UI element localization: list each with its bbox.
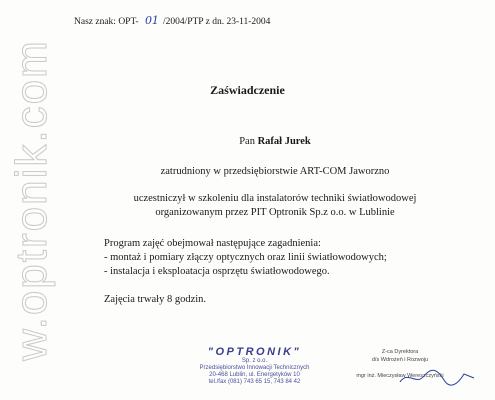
recipient-line [100,136,450,147]
signatory-stamp-line: Z-ca Dyrektora [381,349,419,355]
program-item: - montaż i pomiary złączy optycznych oraz linii światłowodowych; [104,252,387,263]
company-stamp [182,346,327,386]
signature-icon [398,366,478,388]
company-stamp-line: Sp. z o.o. [241,358,268,364]
program-intro: Program zajęć obejmował następujące zagadnienia: [104,238,321,249]
company-stamp-line: 20-468 Lublin, ul. Energetyków 10 [209,372,300,378]
training-line-2: organizowanym przez PIT Optronik Sp.z o.o. w Lublinie [155,207,395,218]
signatory-stamp-line: d/s Wdrożeń i Rozwoju [371,357,429,363]
company-logo-name: "OPTRONIK" [207,346,302,358]
ref-suffix: /2004/PTP z dn. 23-11-2004 [162,17,271,27]
duration-line: Zajęcia trwały 8 godzin. [104,294,207,305]
company-stamp-line: Przedsiębiorstwo Innowacji Technicznych [199,365,310,371]
document-title: Zaświadczenie [210,83,285,97]
program-item: - instalacja i eksploatacja osprzętu światłowodowego. [104,266,330,277]
company-stamp-line: tel./fax (081) 743 65 15, 743 84 42 [208,379,301,385]
reference-line [74,14,270,27]
employment-line: zatrudniony w przedsiębiorstwie ART-COM Jaworzno [160,166,390,177]
recipient-salutation: Pan [239,136,255,147]
watermark: w.optronik.com [7,39,56,361]
ref-handwritten-number: 01 [144,14,159,27]
signatory-stamp-line: mgr inż. Mieczysław Wereszczyński [356,373,444,379]
recipient-name: Rafał Jurek [257,136,311,147]
training-line-1: uczestniczył w szkoleniu dla instalatorów techniki światłowodowej [133,193,417,204]
ref-prefix: Nasz znak: OPT- [74,17,139,27]
